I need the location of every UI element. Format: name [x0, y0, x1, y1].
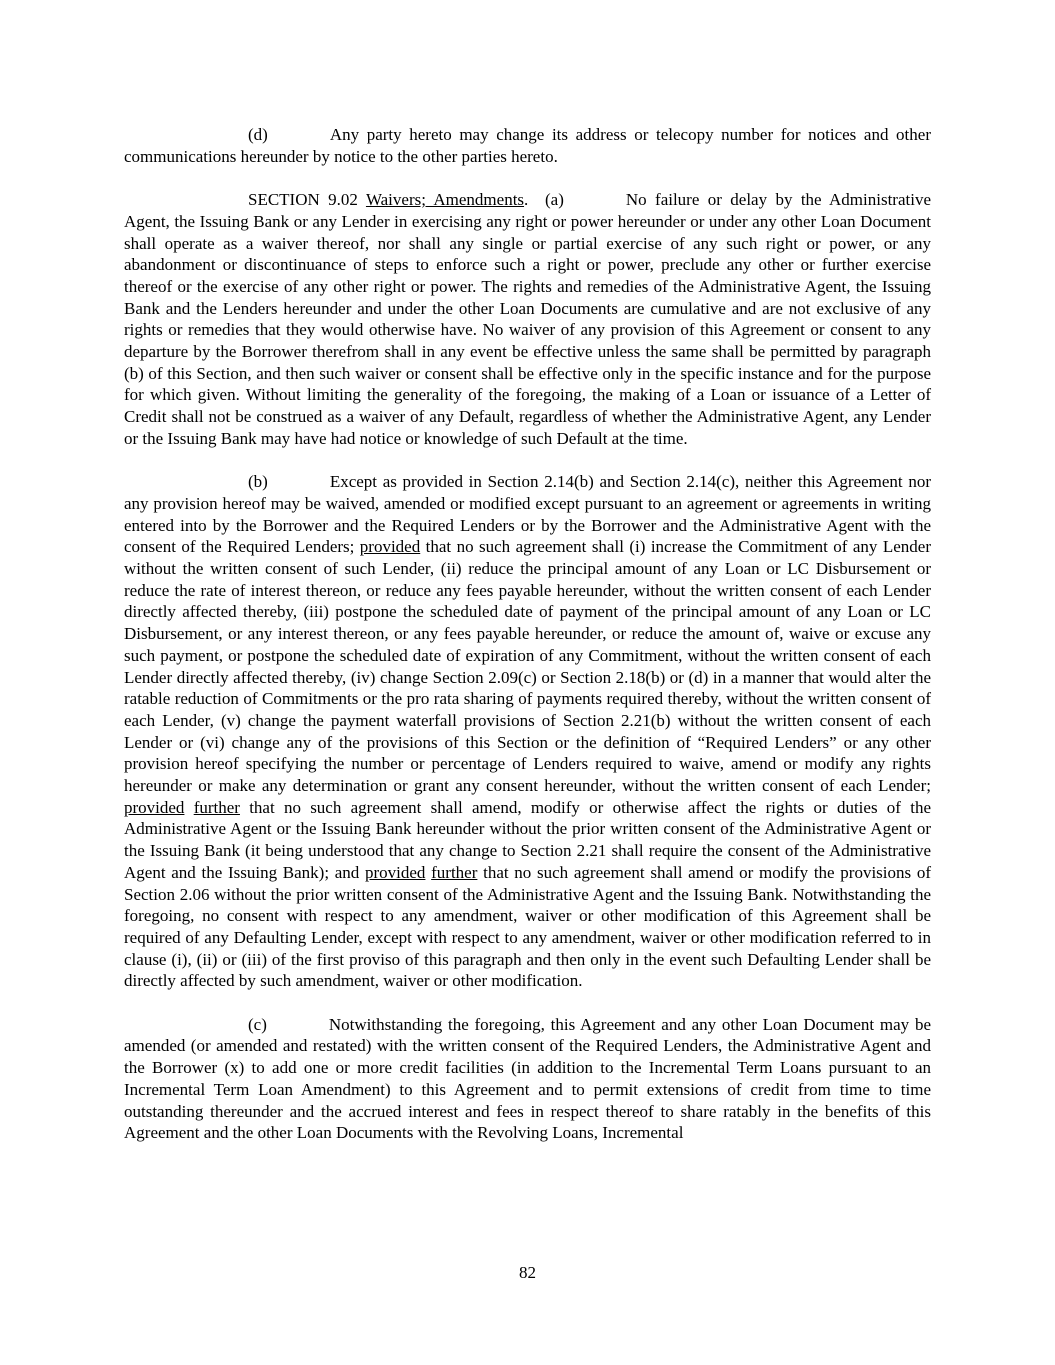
paragraph-b-text-4: that no such agreement shall amend or modify the provisions of Section 2.06 without the prior written consent of the Administrative Agent and the Issuing Bank. Notwithstanding the foregoing, no consent with respect to any amendment, waiver or other modification of this Agreement shall be required of any Defaulting Lender, except with respect to any amendment, waiver or other modification referred to in clause (i), (ii) or (iii) of the first proviso of this paragraph and then only in the event such Defaulting Lender shall be directly affected by such amendment, waiver or other modification.: [124, 862, 932, 991]
section-number: SECTION 9.02: [248, 190, 358, 210]
paragraph-a-text: No failure or delay by the Administrative Agent, the Issuing Bank or any Lender in exercising any right or power hereunder or under any other Loan Document shall operate as a waiver thereof, nor shall any single or partial exercise of any such right or power, or any abandonment or discontinuance of steps to enforce such a right or power, preclude any other or further exercise thereof or the exercise of any other right or power. The rights and remedies of the Administrative Agent, the Issuing Bank and the Lenders hereunder and under the other Loan Documents are cumulative and are not exclusive of any rights or remedies that they would otherwise have. No waiver of any provision of this Agreement or consent to any departure by the Borrower therefrom shall in any event be effective unless the same shall be permitted by paragraph (b) of this Section, and then such waiver or consent shall be effective only in the specific instance and for the purpose for which given. Without limiting the generality of the foregoing, the making of a Loan or issuance of a Letter of Credit shall not be construed as a waiver of any Default, regardless of whether the Administrative Agent, any Lender or the Issuing Bank may have had notice or knowledge of such Default at the time.: [124, 190, 931, 448]
section-9-02: [124, 189, 931, 449]
paragraph-a-label: (a): [545, 190, 564, 210]
paragraph-b-label: (b): [248, 472, 268, 492]
paragraph-d: [124, 124, 931, 167]
paragraph-b-text-2: that no such agreement shall (i) increase the Commitment of any Lender without the written consent of such Lender, (ii) reduce the principal amount of any Loan or LC Disbursement or reduce the rate of interest thereon, or reduce any fees payable hereunder, without the written consent of each Lender directly affected thereby, (iii) postpone the scheduled date of payment of the principal amount of any Loan or LC Disbursement, or any interest thereon, or any fees payable hereunder, or reduce the amount of, waive or excuse any such payment, or postpone the scheduled date of expiration of any Commitment, without the written consent of each Lender directly affected thereby, (iv) change Section 2.09(c) or Section 2.18(b) or (d) in a manner that would alter the ratable reduction of Commitments or the pro rata sharing of payments required thereby, without the written consent of each Lender, (v) change the payment waterfall provisions of Section 2.21(b) without the written consent of each Lender or (vi) change any of the provisions of this Section or the definition of “Required Lenders” or any other provision hereof specifying the number or percentage of Lenders required to waive, amend or modify any rights hereunder or make any determination or grant any consent hereunder, without the written consent of each Lender;: [124, 537, 931, 796]
paragraph-d-text: Any party hereto may change its address or telecopy number for notices and other communications hereunder by notice to the other parties hereto.: [124, 125, 931, 166]
paragraph-d-label: (d): [248, 125, 268, 144]
document-body: [124, 124, 931, 1166]
section-heading: Waivers; Amendments: [365, 190, 525, 210]
paragraph-b-text-1: Except as provided in Section 2.14(b) and Section 2.14(c), neither this Agreement nor any provision hereof may be waived, amended or modified except pursuant to an agreement or agreements in writing entered into by the Borrower and the Required Lenders or by the Borrower and the Administrative Agent with the consent of the Required Lenders;: [124, 472, 931, 557]
provided-term-3: provided: [365, 862, 426, 882]
paragraph-c: [124, 1014, 931, 1144]
paragraph-b-text-3: that no such agreement shall amend, modify or otherwise affect the rights or duties of the Administrative Agent or the Issuing Bank hereunder without the prior written consent of the Administrative Agent or the Issuing Bank (it being understood that any change to Section 2.21 shall require the consent of the Administrative Agent and the Issuing Bank); and: [124, 797, 931, 882]
paragraph-c-label: (c): [248, 1014, 267, 1034]
paragraph-b: [124, 471, 931, 992]
page-number: 82: [519, 1263, 536, 1282]
paragraph-c-text: Notwithstanding the foregoing, this Agreement and any other Loan Document may be amended (or amended and restated) with the written consent of the Required Lenders, the Administrative Agent and the Borrower (x) to add one or more credit facilities (in addition to the Incremental Term Loans pursuant to an Incremental Term Loan Amendment) to this Agreement and to permit extensions of credit from time to time outstanding thereunder and the accrued interest and fees in respect thereof to share ratably in the benefits of this Agreement and the other Loan Documents with the Revolving Loans, Incremental: [124, 1014, 931, 1143]
provided-term-1: provided: [359, 537, 421, 557]
further-term-3: further: [431, 862, 478, 882]
section-heading-punct: .: [524, 190, 529, 210]
further-term-2: further: [193, 797, 240, 817]
provided-term-2: provided: [124, 797, 185, 817]
